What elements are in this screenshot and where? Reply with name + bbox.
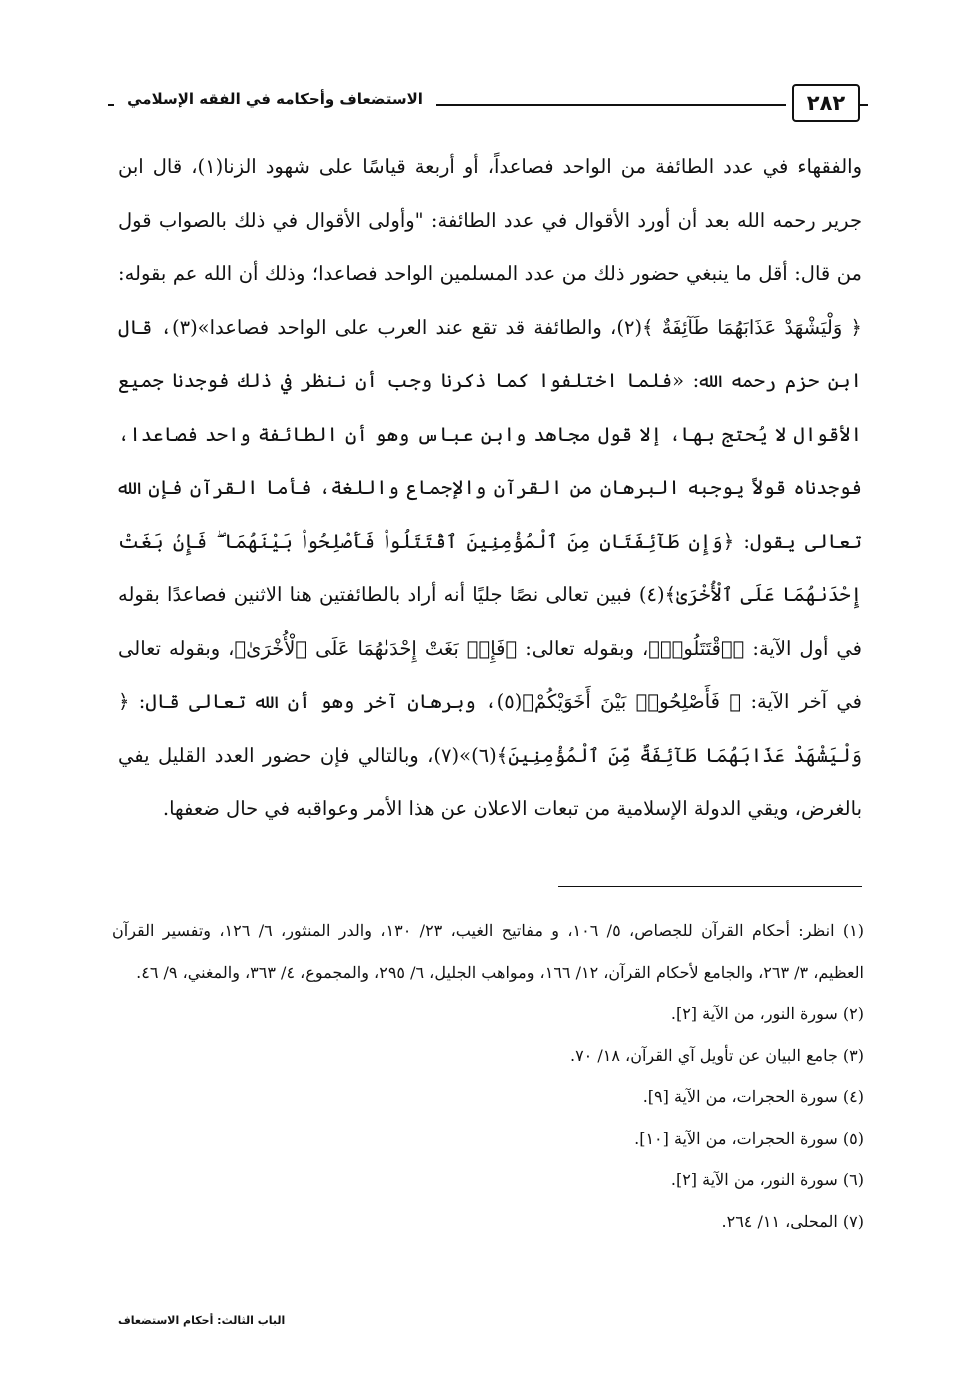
- footnote-6: (٦) سورة النور، من الآية [٢].: [670, 1170, 864, 1189]
- footnote-1: (١) انظر: أحكام القرآن للجصاص، ٥/ ١٠٦، و مفاتيح الغيب، ٢٣/ ١٣٠، والدر المنثور، ٦/ ١٢٦، وتفسير القرآن العظيم، ٣/ ٢٦٣، والجامع لأحكام القرآن، ١٢/ ١٦٦، ومواهب الجليل، ٦/ ٢٩٥، والمجموع، ٤/ ٣٦٣، والمغني، ٩/ ٤٦.: [112, 921, 864, 982]
- footnote-5: (٥) سورة الحجرات، من الآية [١٠].: [634, 1128, 864, 1148]
- footnote-4: (٤) سورة الحجرات، من الآية [٩].: [642, 1087, 864, 1106]
- footnotes: [112, 910, 864, 1242]
- book-title: الاستضعاف وأحكامه في الفقه الإسلامي: [127, 90, 423, 108]
- body-paragraph: والفقهاء في عدد الطائفة من الواحد فصاعداً، أو أربعة قياسًا على شهود الزنا(١)، قال ابن جرير رحمه الله بعد أن أورد الأقوال في عدد الطائفة: "وأولى الأقوال في ذلك بالصواب قول من قال: أقل ما ينبغي حضور ذلك من عدد المسلمين الواحد فصاعدا؛ وذلك أن الله عم بقوله: ﴿ وَلْيَشْهَدْ عَذَابَهُمَا طَآئِفَةٌ ﴾(٢)، والطائفة قد تقع عند العرب على الواحد فصاعدا»(٣)، قال ابن حزم رحمه الله: «فلما اختلفوا كما ذكرنا وجب أن ننظر في ذلك فوجدنا جميع الأقوال لا يُحتج بها، إلا قول مجاهد وابن عباس وهو أن الطائفة واحد فصاعدا، فوجدناه قولاً يوجبه البرهان من القرآن والإجماع واللغة، فأما القرآن فإن الله تعالى يقول: ﴿وَإِن طَآئِفَتَانِ مِنَ ٱلْمُؤْمِنِينَ ٱقْتَتَلُوا۟ فَأَصْلِحُوا۟ بَيْنَهُمَا ۖ فَإِنۢ بَغَتْ إِحْدَىٰهُمَا عَلَى ٱلْأُخْرَىٰ﴾(٤) فبين تعالى نصًا جليًا أنه أراد بالطائفتين هنا الاثنين فصاعدًا بقوله في أول الآية: ﴿ٱقْتَتَلُوا۟﴾، وبقوله تعالى: ﴿فَإِنۢ بَغَتْ إِحْدَىٰهُمَا عَلَى ٱلْأُخْرَىٰ﴾، وبقوله تعالى في آخر الآية: ﴿ فَأَصْلِحُوا۟ بَيْنَ أَخَوَيْكُمْ﴾(٥)، وبرهان آخر وهو أن الله تعالى قال: ﴿ وَلْيَشْهَدْ عَذَابَهُمَا طَآئِفَةٌ مِّنَ ٱلْمُؤْمِنِينَ﴾(٦)»(٧)، وبالتالي فإن حضور العدد القليل يفي بالغرض، ويقي الدولة الإسلامية من تبعات الاعلان عن هذا الأمر وعواقبه في حال ضعفها.: [118, 155, 863, 820]
- footnote-3: (٣) جامع البيان عن تأويل آي القرآن، ١٨/ ٧٠.: [569, 1045, 864, 1065]
- header-rule-middle: [436, 104, 786, 106]
- header-rule-right: [860, 104, 868, 106]
- footnote-separator: [558, 886, 862, 887]
- main-text: [118, 140, 862, 836]
- footnote-2: (٢) سورة النور، من الآية [٢].: [670, 1004, 864, 1023]
- chapter-footer: الباب الثالث: أحكام الاستضعاف: [118, 1314, 286, 1327]
- footnote-7: (٧) المحلى، ١١/ ٢٦٤.: [721, 1211, 864, 1231]
- page-number: ٢٨٢: [792, 84, 860, 122]
- running-header: [108, 82, 860, 128]
- header-rule-left: [108, 104, 114, 106]
